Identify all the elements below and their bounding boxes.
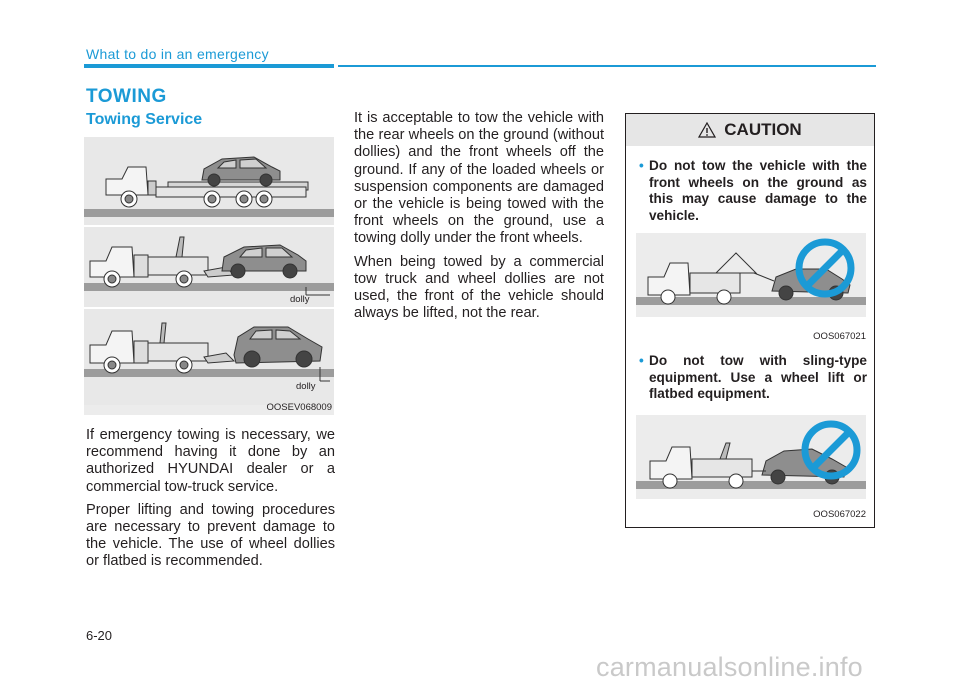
paragraph: It is acceptable to tow the vehicle with the rear wheels on the ground (without dollies) and the front wheels off the ground. If any of the loaded wheels or suspension components are damaged or the vehicle is being towed with the front wheels on the ground, use a towing dolly under the front wheels. <box>354 110 604 247</box>
do-not-tow-front-wheels-figure <box>636 233 866 317</box>
bullet-text: Do not tow with sling-type equipment. Use a wheel lift or flatbed equipment. <box>649 353 867 402</box>
caution-box <box>625 113 875 528</box>
bullet-text: Do not tow the vehicle with the front wheels on the ground as this may cause damage to the vehicle. <box>649 158 867 223</box>
paragraph: When being towed by a commercial tow truck and wheel dollies are not used, the front of the vehicle should always be lifted, not the rear. <box>354 253 604 322</box>
caution-header <box>626 114 874 146</box>
bullet-dot: • <box>639 158 644 173</box>
middle-column-text <box>354 110 604 328</box>
subtitle: Towing Service <box>86 111 203 128</box>
prohibited-icon <box>800 419 862 481</box>
caution-label: CAUTION <box>724 120 802 139</box>
bullet-dot: • <box>639 353 644 368</box>
left-column-text <box>86 427 335 577</box>
header-rule <box>338 65 876 67</box>
figure-code: OOSEV068009 <box>266 402 332 413</box>
figure-code: OOS067022 <box>813 509 866 520</box>
dolly-label: dolly <box>290 294 310 305</box>
header-bar <box>84 64 334 68</box>
towing-methods-figure <box>84 137 334 415</box>
do-not-tow-sling-figure <box>636 415 866 499</box>
warning-triangle-icon <box>698 122 716 138</box>
caution-bullet <box>639 158 867 224</box>
dolly-label: dolly <box>296 381 316 392</box>
prohibited-icon <box>794 237 856 299</box>
page-title: TOWING <box>86 86 167 107</box>
section-header: What to do in an emergency <box>86 46 269 62</box>
paragraph: If emergency towing is necessary, we recommend having it done by an authorized HYUNDAI dealer or a commercial tow-truck service. <box>86 427 335 495</box>
page-number: 6-20 <box>86 628 113 643</box>
figure-code: OOS067021 <box>813 331 866 342</box>
caution-bullet <box>639 353 867 403</box>
towing-illustration <box>84 137 334 415</box>
paragraph: Proper lifting and towing procedures are necessary to prevent damage to the vehicle. The use of wheel dollies or flatbed is recommended. <box>86 501 335 570</box>
watermark: carmanualsonline.info <box>596 652 863 682</box>
